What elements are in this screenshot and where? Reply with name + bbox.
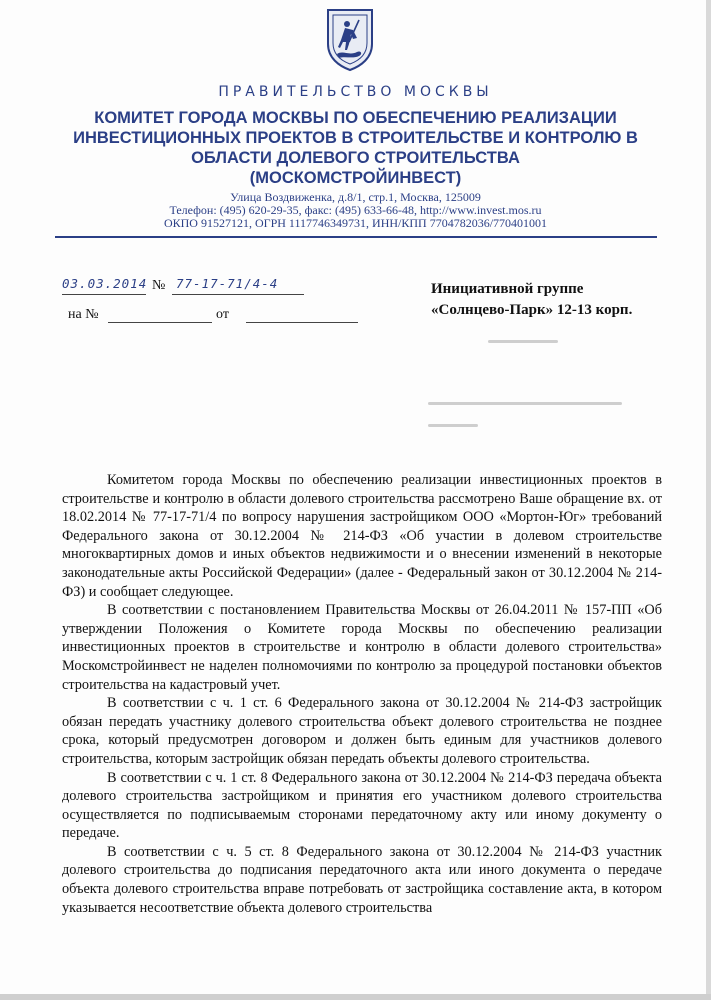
number-sign: № bbox=[152, 278, 166, 293]
ref-date-underline bbox=[246, 322, 358, 323]
body-paragraph: В соответствии с ч. 5 ст. 8 Федерального закона от 30.12.2004 № 214-ФЗ участник долевого строительства до подписания передаточного акта или иного документа о передаче объекта долевого строительства вправе потребовать от застройщика составление акта, в котором указывается несоответствие объекта долевого строительства bbox=[62, 843, 662, 916]
letter-body bbox=[62, 471, 662, 917]
body-paragraph: В соответствии с ч. 1 ст. 6 Федерального закона от 30.12.2004 № 214-ФЗ застройщик обязан передать участнику долевого строительства объект долевого строительства не позднее срока, который предусмотрен договором и должен быть единым для участников долевого строительства, которым застройщик обязан передать объекты долевого строительства. bbox=[62, 695, 662, 767]
scan-edge-right bbox=[706, 0, 711, 1000]
body-paragraph: В соответствии с постановлением Правительства Москвы от 26.04.2011 № 157-ПП «Об утверждении Положения о Комитете города Москвы по обеспечению реализации инвестиционных проектов в строительстве и контролю в области долевого строительства» Москомстройинвест не наделен полномочиями по контролю за процедурой постановки объектов строительства на кадастровый учет. bbox=[62, 602, 662, 693]
contact-block bbox=[0, 191, 711, 230]
registration-number: 77-17-71/4-4 bbox=[176, 276, 279, 291]
ref-number-label: на № bbox=[68, 307, 99, 322]
date-underline bbox=[62, 294, 146, 295]
redacted-line bbox=[428, 424, 478, 427]
addressee-block bbox=[431, 279, 632, 321]
addressee-line: Инициативной группе bbox=[431, 281, 584, 297]
registration-date: 03.03.2014 bbox=[62, 276, 148, 291]
header-divider bbox=[55, 236, 657, 238]
scan-edge-bottom bbox=[0, 994, 711, 1000]
body-paragraph: В соответствии с ч. 1 ст. 8 Федерального закона от 30.12.2004 № 214-ФЗ передача объекта долевого строительства застройщиком и принятия его участником долевого строительства осуществляется по подписываемым сторонами передаточному акту или иному документу о передаче. bbox=[62, 769, 662, 842]
ref-date-label: от bbox=[216, 307, 229, 322]
redacted-line bbox=[428, 402, 622, 405]
moscow-coat-of-arms-icon bbox=[323, 6, 377, 72]
address-line: Улица Воздвиженка, д.8/1, стр.1, Москва, 125009 bbox=[230, 190, 481, 204]
body-paragraph: Комитетом города Москвы по обеспечению реализации инвестиционных проектов в строительстве и контролю в области долевого строительства рассмотрено Ваше обращение вх. от 18.02.2014 № 77-17-71/4 по вопросу нарушения застройщиком ООО «Мортон-Юг» требований Федерального закона от 30.12.2004 № 214-ФЗ «Об участии в долевом строительстве многоквартирных домов и иных объектов недвижимости и о внесении изменений в некоторые законодательные акты Российской Федерации» (далее - Федеральный закон от 30.12.2004 № 214-ФЗ) и сообщает следующее. bbox=[62, 472, 662, 600]
redacted-line bbox=[488, 340, 558, 343]
phone-line: Телефон: (495) 620-29-35, факс: (495) 633-66-48, http://www.invest.mos.ru bbox=[169, 203, 542, 217]
addressee-line: «Солнцево-Парк» 12-13 корп. bbox=[431, 302, 633, 318]
committee-name bbox=[0, 108, 711, 188]
committee-line: КОМИТЕТ ГОРОДА МОСКВЫ ПО ОБЕСПЕЧЕНИЮ РЕАЛИЗАЦИИ bbox=[94, 109, 617, 127]
number-underline bbox=[172, 294, 304, 295]
committee-line: ОБЛАСТИ ДОЛЕВОГО СТРОИТЕЛЬСТВА bbox=[191, 149, 520, 167]
codes-line: ОКПО 91527121, ОГРН 1117746349731, ИНН/КПП 7704782036/770401001 bbox=[163, 216, 548, 230]
committee-line: ИНВЕСТИЦИОННЫХ ПРОЕКТОВ В СТРОИТЕЛЬСТВЕ И КОНТРОЛЮ В bbox=[73, 129, 638, 147]
ref-number-underline bbox=[108, 322, 212, 323]
committee-line: (МОСКОМСТРОЙИНВЕСТ) bbox=[249, 169, 462, 187]
government-title: ПРАВИТЕЛЬСТВО МОСКВЫ bbox=[218, 84, 493, 100]
